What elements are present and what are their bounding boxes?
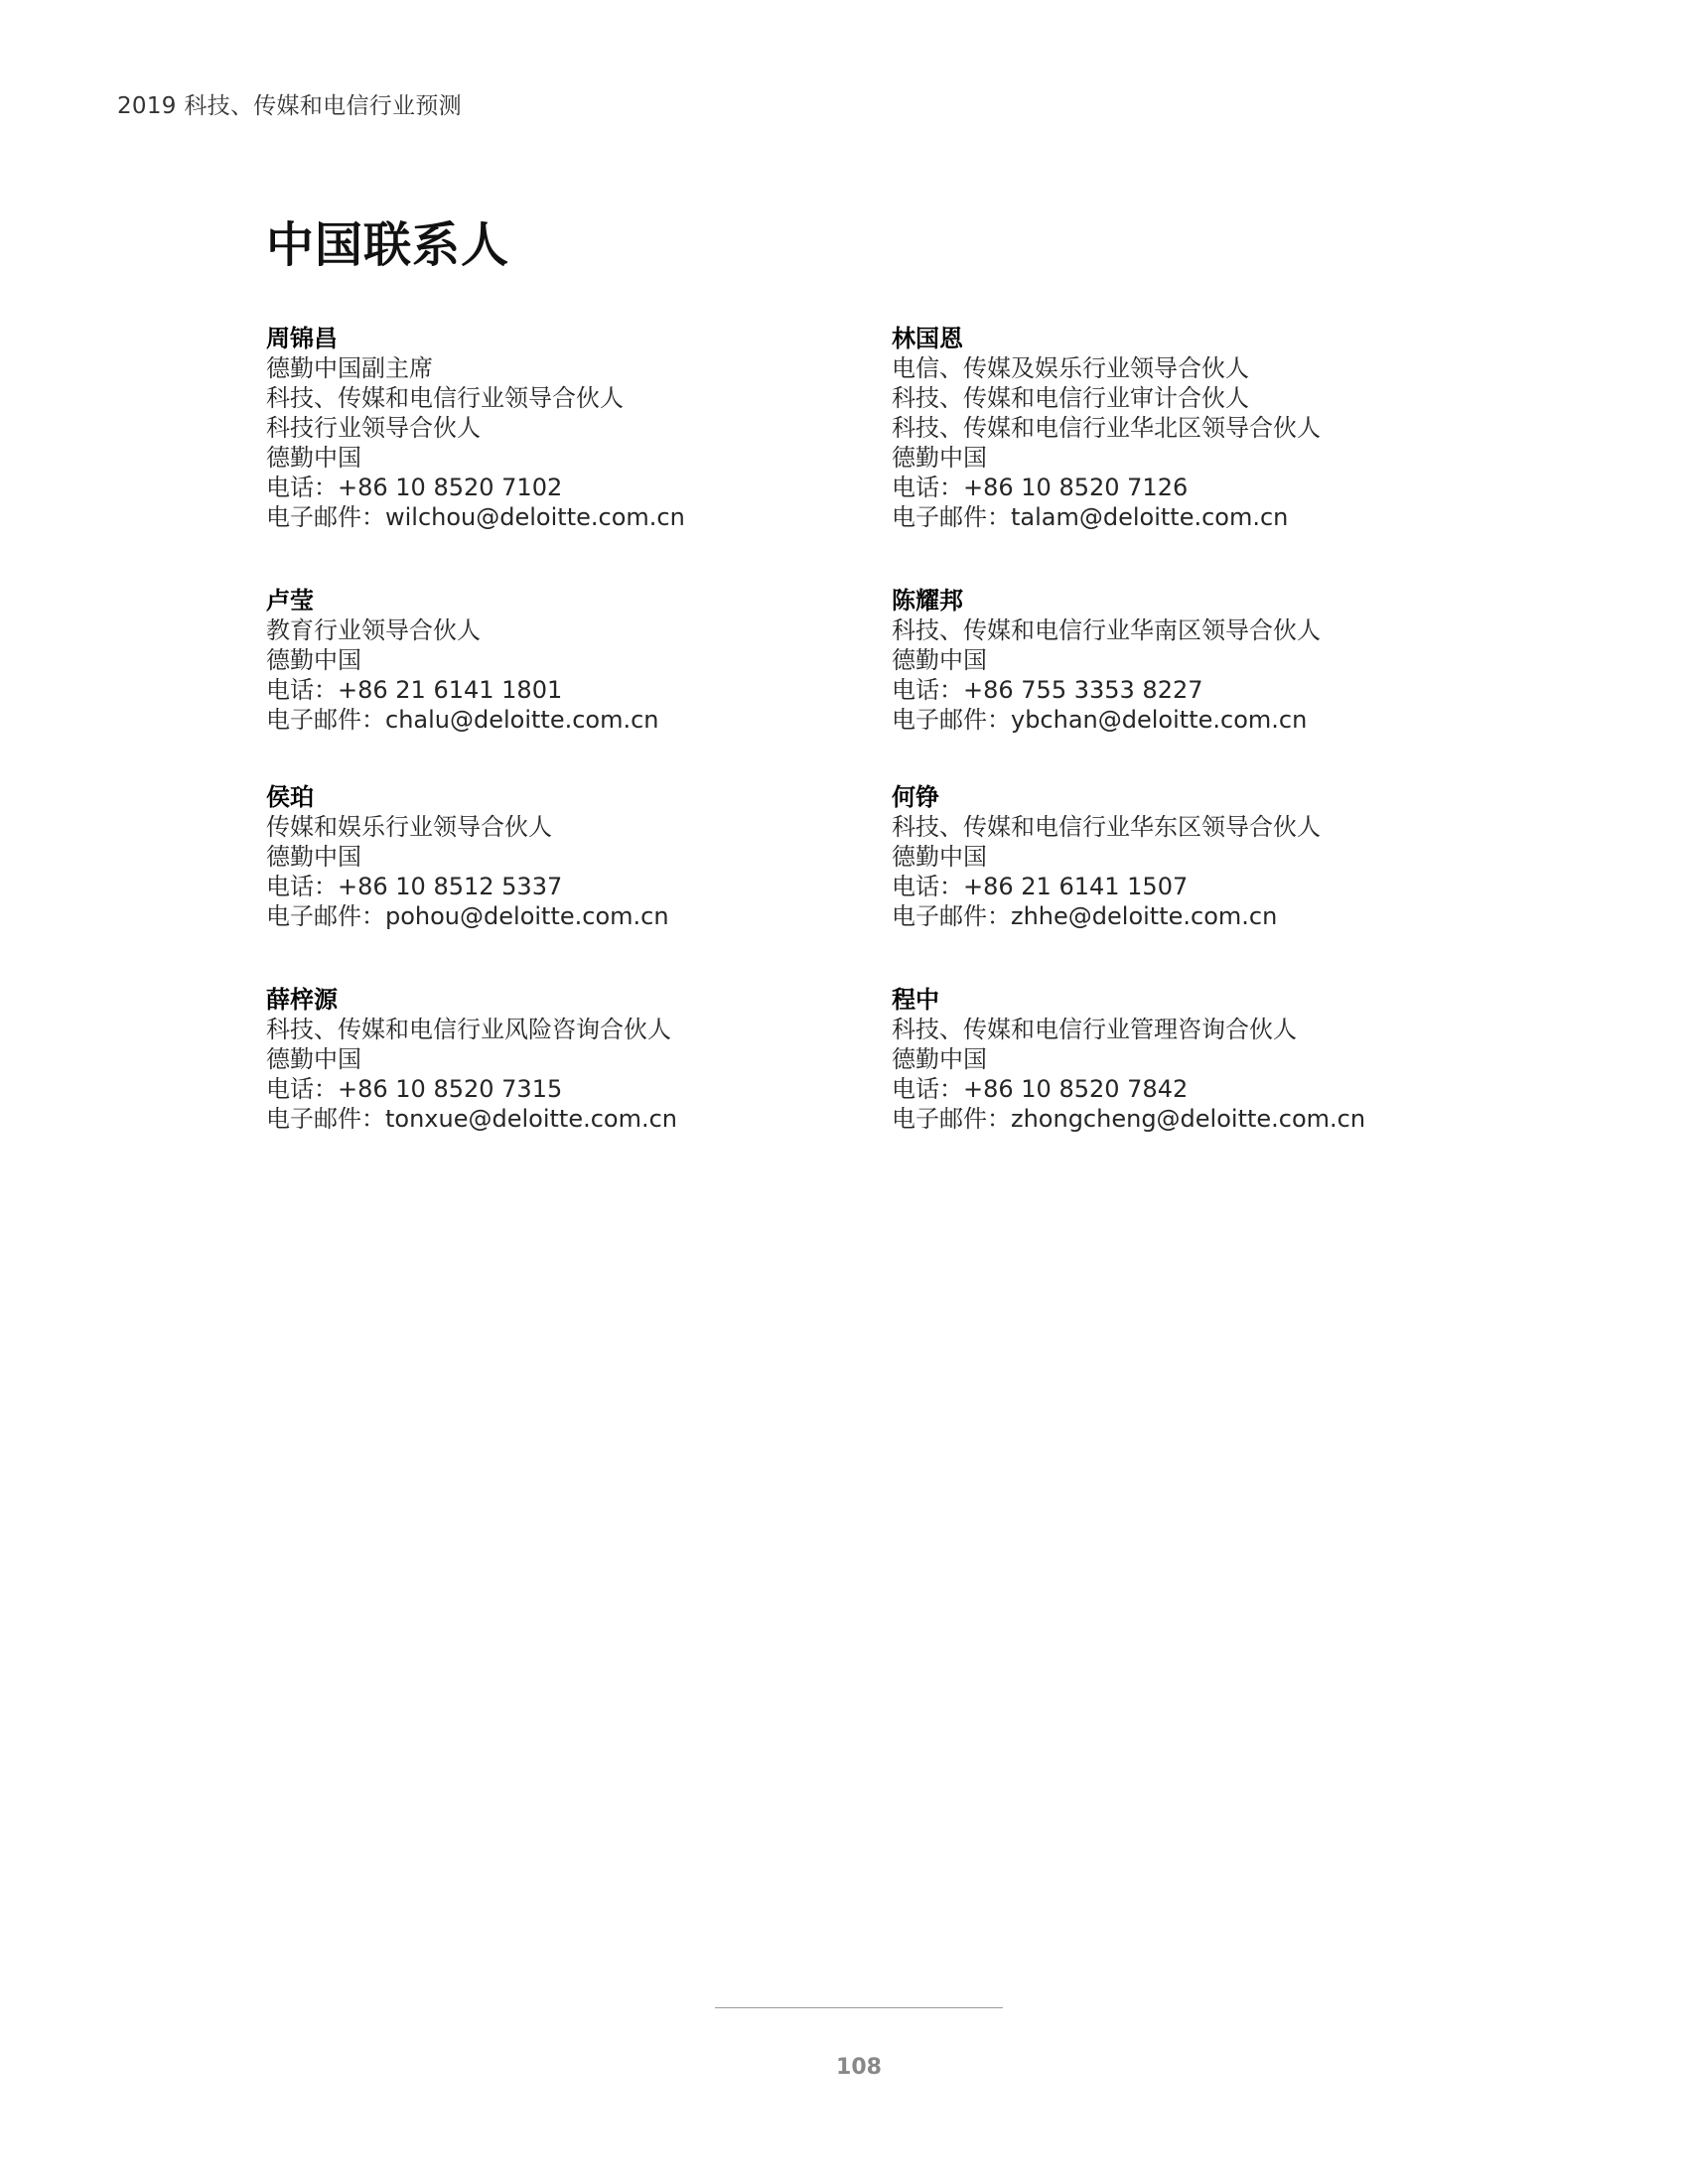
- contact-role: 科技、传媒和电信行业风险咨询合伙人: [266, 1016, 671, 1043]
- contact-name: 陈耀邦: [892, 587, 963, 614]
- contact-role: 科技、传媒和电信行业华南区领导合伙人: [892, 616, 1321, 644]
- contact-organization: 德勤中国: [266, 646, 361, 674]
- contact-role: 科技行业领导合伙人: [266, 414, 481, 442]
- contact-email: 电子邮件：talam@deloitte.com.cn: [892, 503, 1289, 531]
- contact-card: [892, 985, 1487, 1134]
- contact-email: 电子邮件：zhhe@deloitte.com.cn: [892, 902, 1278, 930]
- contact-phone: 电话：+86 10 8512 5337: [266, 873, 563, 900]
- contact-name: 侯珀: [266, 783, 314, 811]
- contact-role: 科技、传媒和电信行业领导合伙人: [266, 384, 624, 412]
- contact-card: [892, 782, 1487, 931]
- contact-phone: 电话：+86 10 8520 7126: [892, 474, 1189, 501]
- contact-card: [266, 985, 862, 1134]
- contact-card: [266, 324, 862, 532]
- contact-phone: 电话：+86 755 3353 8227: [892, 676, 1203, 704]
- contact-card: [266, 782, 862, 931]
- contact-email: 电子邮件：ybchan@deloitte.com.cn: [892, 706, 1308, 734]
- contact-phone: 电话：+86 10 8520 7842: [892, 1075, 1189, 1103]
- contact-email: 电子邮件：zhongcheng@deloitte.com.cn: [892, 1105, 1366, 1133]
- contact-organization: 德勤中国: [266, 1045, 361, 1073]
- contact-role: 传媒和娱乐行业领导合伙人: [266, 813, 552, 841]
- contact-organization: 德勤中国: [892, 843, 987, 871]
- contact-role: 科技、传媒和电信行业华北区领导合伙人: [892, 414, 1321, 442]
- contact-organization: 德勤中国: [892, 646, 987, 674]
- contact-name: 卢莹: [266, 587, 314, 614]
- contact-phone: 电话：+86 21 6141 1507: [892, 873, 1189, 900]
- footer-divider: [715, 2007, 1003, 2008]
- contact-phone: 电话：+86 21 6141 1801: [266, 676, 563, 704]
- contact-name: 林国恩: [892, 325, 963, 352]
- contact-email: 电子邮件：wilchou@deloitte.com.cn: [266, 503, 685, 531]
- contact-role: 电信、传媒及娱乐行业领导合伙人: [892, 354, 1249, 382]
- contact-email: 电子邮件：pohou@deloitte.com.cn: [266, 902, 669, 930]
- contact-role: 教育行业领导合伙人: [266, 616, 481, 644]
- contact-organization: 德勤中国: [892, 444, 987, 472]
- contact-role: 科技、传媒和电信行业管理咨询合伙人: [892, 1016, 1297, 1043]
- contact-name: 周锦昌: [266, 325, 338, 352]
- contact-organization: 德勤中国: [892, 1045, 987, 1073]
- contact-name: 薛梓源: [266, 986, 338, 1014]
- contact-role: 科技、传媒和电信行业审计合伙人: [892, 384, 1249, 412]
- running-header: 2019 科技、传媒和电信行业预测: [117, 93, 462, 119]
- contact-name: 程中: [892, 986, 939, 1014]
- contact-organization: 德勤中国: [266, 843, 361, 871]
- contact-card: [892, 324, 1487, 532]
- contact-name: 何铮: [892, 783, 939, 811]
- contact-organization: 德勤中国: [266, 444, 361, 472]
- page-title: 中国联系人: [266, 217, 510, 273]
- contact-role: 科技、传媒和电信行业华东区领导合伙人: [892, 813, 1321, 841]
- contact-card: [892, 586, 1487, 735]
- contact-card: [266, 586, 862, 735]
- contact-phone: 电话：+86 10 8520 7102: [266, 474, 563, 501]
- page-number: 108: [836, 2055, 882, 2080]
- contact-email: 电子邮件：tonxue@deloitte.com.cn: [266, 1105, 678, 1133]
- contact-email: 电子邮件：chalu@deloitte.com.cn: [266, 706, 659, 734]
- contact-role: 德勤中国副主席: [266, 354, 433, 382]
- contact-phone: 电话：+86 10 8520 7315: [266, 1075, 563, 1103]
